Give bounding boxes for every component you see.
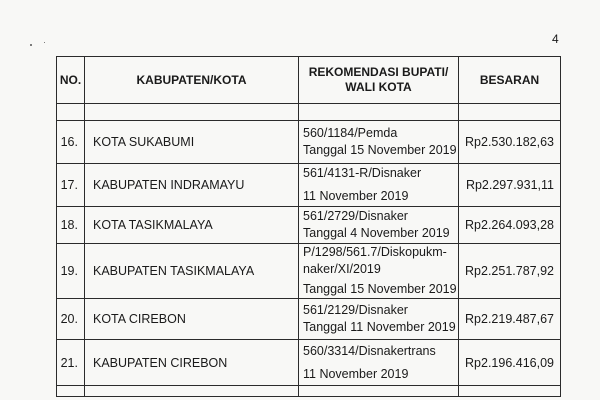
header-rekomendasi-line1: REKOMENDASI BUPATI/: [308, 65, 449, 79]
rekomendasi-line: Tanggal 11 November 2019: [303, 320, 456, 334]
row-kabupaten-kota: KABUPATEN TASIKMALAYA: [85, 244, 299, 299]
rekomendasi-line: 11 November 2019: [303, 189, 409, 203]
row-number: 20.: [57, 299, 85, 340]
row-number: 19.: [57, 244, 85, 299]
table-row: [57, 340, 561, 386]
row-rekomendasi: [299, 244, 459, 299]
row-number: 16.: [57, 121, 85, 164]
rekomendasi-line: 561/4131-R/Disnaker: [303, 166, 422, 180]
table-row-cut-off: [57, 386, 561, 397]
row-number: 21.: [57, 340, 85, 386]
row-number: 17.: [57, 164, 85, 207]
row-besaran: Rp2.251.787,92: [459, 244, 561, 299]
page-number: 4: [552, 32, 559, 46]
rekomendasi-line: Tanggal 4 November 2019: [303, 226, 450, 240]
row-kabupaten-kota: KABUPATEN INDRAMAYU: [85, 164, 299, 207]
rekomendasi-line: 560/1184/Pemda: [303, 126, 398, 140]
table-spacer-row: [57, 104, 561, 121]
row-rekomendasi: [299, 340, 459, 386]
row-kabupaten-kota: KABUPATEN CIREBON: [85, 340, 299, 386]
row-besaran: Rp2.196.416,09: [459, 340, 561, 386]
rekomendasi-line: 560/3314/Disnakertrans: [303, 343, 436, 358]
table-row: [57, 244, 561, 299]
row-rekomendasi: [299, 164, 459, 207]
header-rekomendasi: [299, 57, 459, 104]
table-row: [57, 164, 561, 207]
header-no: NO.: [57, 57, 85, 104]
row-rekomendasi: [299, 207, 459, 244]
row-besaran: Rp2.219.487,67: [459, 299, 561, 340]
row-rekomendasi: [299, 121, 459, 164]
row-kabupaten-kota: KOTA SUKABUMI: [85, 121, 299, 164]
row-kabupaten-kota: KOTA TASIKMALAYA: [85, 207, 299, 244]
table-row: [57, 299, 561, 340]
table-header-row: [57, 57, 561, 104]
row-besaran: Rp2.297.931,11: [459, 164, 561, 207]
rekomendasi-line: 561/2129/Disnaker: [303, 303, 408, 317]
header-kabupaten-kota: KABUPATEN/KOTA: [85, 57, 299, 104]
row-besaran: Rp2.264.093,28: [459, 207, 561, 244]
table-row: [57, 207, 561, 244]
row-kabupaten-kota: KOTA CIREBON: [85, 299, 299, 340]
scan-speck: [44, 42, 45, 43]
scan-speck: [30, 44, 32, 46]
umk-table: [56, 56, 561, 397]
rekomendasi-line: Tanggal 15 November 2019: [303, 282, 457, 296]
rekomendasi-line: 11 November 2019: [303, 366, 409, 381]
table-row: [57, 121, 561, 164]
header-besaran: BESARAN: [459, 57, 561, 104]
header-rekomendasi-line2: WALI KOTA: [345, 80, 412, 94]
row-besaran: Rp2.530.182,63: [459, 121, 561, 164]
row-rekomendasi: [299, 299, 459, 340]
rekomendasi-line: 561/2729/Disnaker: [303, 209, 408, 223]
rekomendasi-line: P/1298/561.7/Diskopukm-: [303, 245, 447, 259]
rekomendasi-line: naker/XI/2019: [303, 262, 381, 276]
rekomendasi-line: Tanggal 15 November 2019: [303, 143, 457, 157]
row-number: 18.: [57, 207, 85, 244]
